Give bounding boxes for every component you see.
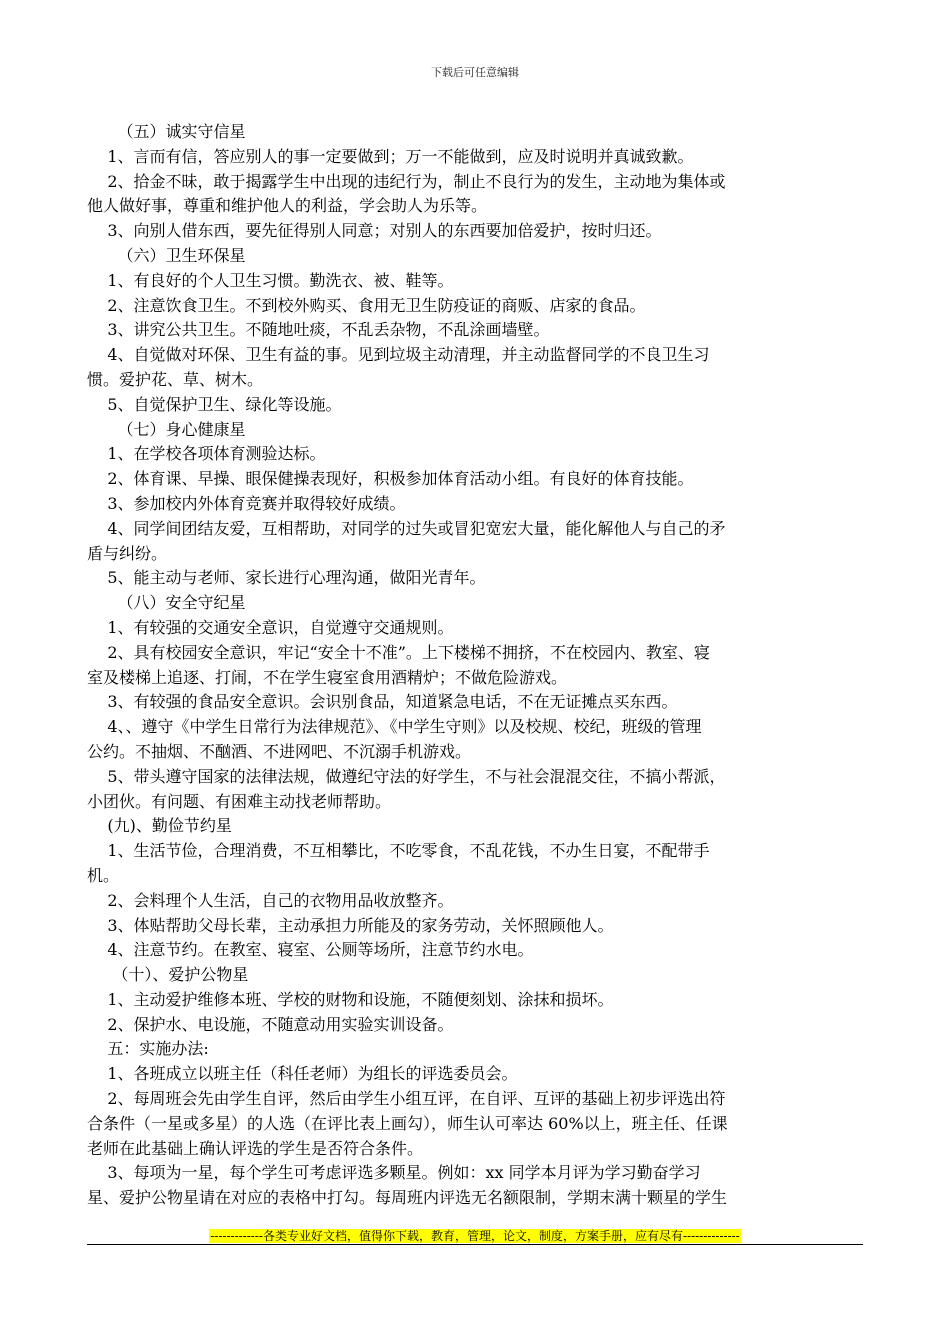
text-line: 他人做好事，尊重和维护他人的利益，学会助人为乐等。 (87, 196, 488, 216)
text-line: 1、言而有信，答应别人的事一定要做到；万一不能做到，应及时说明并真诚致歉。 (87, 146, 694, 166)
text-line: 公约。不抽烟、不酗酒、不进网吧、不沉溺手机游戏。 (87, 741, 472, 761)
text-line: 3、体贴帮助父母长辈，主动承担力所能及的家务劳动，关怀照顾他人。 (87, 915, 614, 935)
text-line: 2、具有校园安全意识，牢记“安全十不准”。上下楼梯不拥挤，不在校园内、教室、寝 (87, 642, 710, 662)
text-line: 4、同学间团结友爱，互相帮助，对同学的过失或冒犯宽宏大量，能化解他人与自己的矛 (87, 518, 726, 538)
text-line: 机。 (87, 865, 120, 885)
text-line: 1、有较强的交通安全意识，自觉遵守交通规则。 (87, 617, 454, 637)
text-line: 2、拾金不昧，敢于揭露学生中出现的违纪行为，制止不良行为的发生，主动地为集体或 (87, 171, 726, 191)
text-line: 2、体育课、早操、眼保健操表现好，积极参加体育活动小组。有良好的体育技能。 (87, 469, 694, 489)
text-line: （五）诚实守信星 (87, 122, 246, 141)
text-line: 3、每项为一星，每个学生可考虑评选多颗星。例如：xx 同学本月评为学习勤奋学习 (87, 1163, 701, 1183)
text-line: 3、向别人借东西，要先征得别人同意；对别人的东西要加倍爱护，按时归还。 (87, 221, 662, 241)
text-line: 老师在此基础上确认评选的学生是否符合条件。 (87, 1138, 424, 1158)
text-line: 1、主动爱护维修本班、学校的财物和设施，不随便刻划、涂抹和损坏。 (87, 989, 614, 1009)
text-line: 合条件（一星或多星）的人选（在评比表上画勾），师生认可率达 60%以上，班主任、任课 (87, 1113, 728, 1133)
text-line: 惯。爱护花、草、树木。 (87, 369, 264, 389)
text-line: （七）身心健康星 (87, 419, 246, 439)
text-line: 室及楼梯上追逐、打闹，不在学生寝室食用酒精炉；不做危险游戏。 (87, 667, 568, 687)
text-line: 五：实施办法: (87, 1039, 209, 1059)
text-line: （八）安全守纪星 (87, 593, 246, 613)
text-line: 3、参加校内外体育竞赛并取得较好成绩。 (87, 493, 406, 513)
text-line: 5、自觉保护卫生、绿化等设施。 (87, 394, 342, 414)
text-line: 4、自觉做对环保、卫生有益的事。见到垃圾主动清理，并主动监督同学的不良卫生习 (87, 345, 710, 365)
footer-banner (0, 1227, 950, 1244)
footer-divider (87, 1244, 863, 1245)
text-line: 2、每周班会先由学生自评，然后由学生小组互评，在自评、互评的基础上初步评选出符 (87, 1089, 726, 1109)
document-body (87, 120, 862, 1211)
text-line: 3、有较强的食品安全意识。会识别食品，知道紧急电话，不在无证摊点买东西。 (87, 692, 678, 712)
text-line: 星、爱护公物星请在对应的表格中打勾。每周班内评选无名额限制，学期末满十颗星的学生 (87, 1188, 728, 1208)
text-line: （六）卫生环保星 (87, 245, 246, 265)
text-line: 5、带头遵守国家的法律法规，做遵纪守法的好学生，不与社会混混交往，不搞小帮派， (87, 766, 726, 786)
text-line: 4、、遵守《中学生日常行为法律规范》、《中学生守则》以及校规、校纪，班级的管理 (87, 717, 702, 737)
text-line: （十）、爱护公物星 (87, 965, 249, 985)
text-line: 1、各班成立以班主任（科任老师）为组长的评选委员会。 (87, 1064, 518, 1084)
text-line: 盾与纠纷。 (87, 543, 168, 563)
text-line: 2、注意饮食卫生。不到校外购买、食用无卫生防疫证的商贩、店家的食品。 (87, 295, 646, 315)
text-line: 小团伙。有问题、有困难主动找老师帮助。 (87, 791, 392, 811)
text-line: 1、在学校各项体育测验达标。 (87, 444, 326, 464)
text-line: 5、能主动与老师、家长进行心理沟通，做阳光青年。 (87, 568, 486, 588)
text-line: 1、生活节俭，合理消费，不互相攀比，不吃零食，不乱花钱，不办生日宴，不配带手 (87, 841, 710, 861)
text-line: 1、有良好的个人卫生习惯。勤洗衣、被、鞋等。 (87, 270, 454, 290)
text-line: (九)、勤俭节约星 (87, 816, 232, 836)
text-line: 3、讲究公共卫生。不随地吐痰，不乱丢杂物，不乱涂画墙壁。 (87, 320, 550, 340)
footer-banner-text: -------------各类专业好文档，值得你下载，教育，管理，论文，制度，方案手册，应有尽有-------------- (210, 1229, 740, 1243)
text-line: 2、会料理个人生活，自己的衣物用品收放整齐。 (87, 890, 454, 910)
page-header: 下载后可任意编辑 (431, 66, 519, 79)
text-line: 2、保护水、电设施，不随意动用实验实训设备。 (87, 1014, 454, 1034)
text-line: 4、注意节约。在教室、寝室、公厕等场所，注意节约水电。 (87, 940, 534, 960)
